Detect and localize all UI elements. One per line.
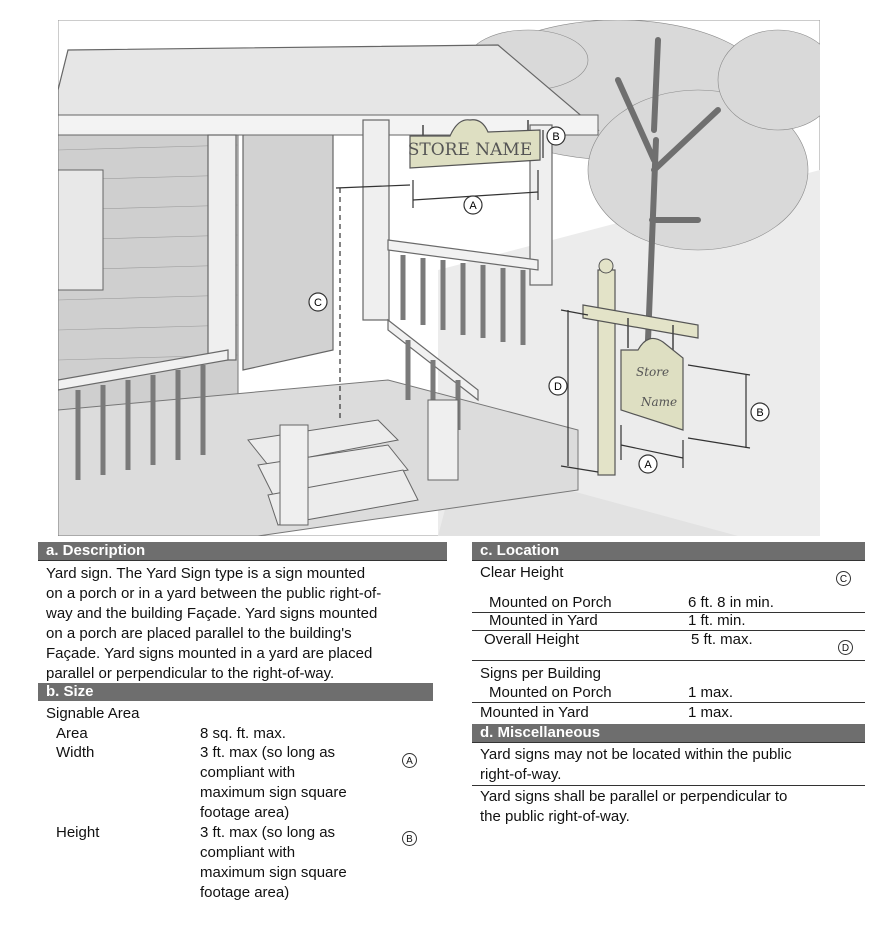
svg-text:A: A (469, 200, 477, 212)
spb-porch-label: Mounted on Porch (489, 684, 612, 701)
area-value: 8 sq. ft. max. (200, 725, 286, 742)
porch-clear-value: 6 ft. 8 in min. (688, 594, 774, 611)
overall-height-callout-marker: D (838, 640, 853, 655)
signs-per-building-label: Signs per Building (480, 665, 601, 682)
section-header-size: b. Size (38, 683, 433, 701)
yard-clear-label: Mounted in Yard (489, 612, 598, 629)
width-label: Width (56, 744, 95, 761)
svg-text:B: B (756, 407, 764, 419)
svg-text:A: A (644, 459, 652, 471)
area-label: Area (56, 725, 88, 742)
section-header-miscellaneous: d. Miscellaneous (472, 724, 865, 742)
svg-text:D: D (554, 381, 562, 393)
clear-height-label: Clear Height (480, 564, 564, 581)
height-callout-marker: B (402, 831, 417, 846)
signable-area-label: Signable Area (46, 705, 140, 722)
height-label: Height (56, 824, 100, 841)
porch-yard-sign-illustration (58, 20, 820, 536)
overall-height-value: 5 ft. max. (691, 631, 753, 648)
svg-text:B: B (552, 131, 560, 143)
overall-height-label: Overall Height (484, 631, 580, 648)
svg-text:Name: Name (641, 395, 678, 409)
porch-clear-label: Mounted on Porch (489, 594, 612, 611)
clear-height-callout-marker: C (836, 571, 851, 586)
porch-sign-text: STORE NAME (407, 140, 533, 160)
svg-text:C: C (314, 297, 322, 309)
section-header-description: a. Description (38, 542, 447, 560)
spb-yard-label: Mounted in Yard (480, 704, 589, 721)
svg-text:Store: Store (636, 365, 670, 379)
yard-clear-value: 1 ft. min. (688, 612, 746, 629)
width-callout-marker: A (402, 753, 417, 768)
spb-porch-value: 1 max. (688, 684, 734, 701)
section-header-location: c. Location (472, 542, 865, 560)
spb-yard-value: 1 max. (688, 704, 734, 721)
